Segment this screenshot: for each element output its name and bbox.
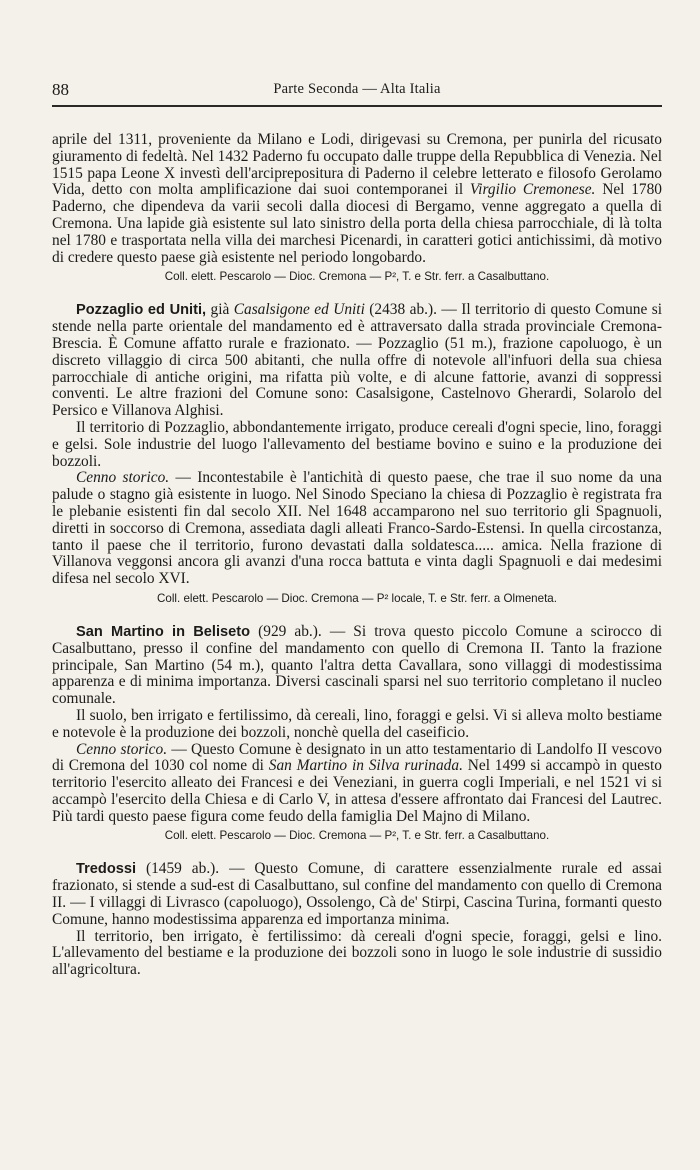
intro-text: aprile del 1311, proveniente da Milano e Lodi, dirigevasi su Cremona, per punirla del ricusato giuramento di fedeltà. Nel 1432 Paderno fu occupato dalle truppe della Repubblica di Venezia. Nel 1515 papa Leone X investì dell'arciprepositura di Paderno il celebre letterato e filosofo Gerolamo Vida, detto con molta amplificazione dai suoi contemporanei il <box>52 131 662 199</box>
pozzaglio-cenno-storico: Cenno storico. <box>76 469 170 487</box>
pozzaglio-paragraph-1 <box>52 302 662 420</box>
sanmartino-paragraph-2: Il suolo, ben irrigato e fertilissimo, dà cereali, lino, foraggi e gelsi. Vi si alleva molto bestiame e notevole è la produzione dei bozzoli, nonchè quella del caseificio. <box>52 706 662 741</box>
pozzaglio-paragraph-3 <box>52 470 662 588</box>
running-title: Parte Seconda — Alta Italia <box>273 81 441 97</box>
pozzaglio-diocese-line: Coll. elett. Pescarolo — Dioc. Cremona — P² locale, T. e Str. ferr. a Olmeneta. <box>157 591 557 605</box>
sanmartino-name: San Martino in Beliseto <box>76 623 251 640</box>
sanmartino-paragraph-3 <box>52 742 662 826</box>
sanmartino-cenno-storico: Cenno storico. <box>76 740 168 758</box>
intro-italic: Virgilio Cremonese. <box>469 181 596 199</box>
tredossi-name: Tredossi <box>76 861 137 878</box>
tredossi-paragraph-1 <box>52 861 662 928</box>
pozzaglio-pre: già <box>206 301 234 319</box>
header-rule <box>52 105 662 107</box>
page-header <box>52 80 662 106</box>
sanmartino-text-3b: Nel 1499 si accampò in questo territorio l'esercito alleato dei Francesi e dei Veneziani, in guerra cogli Imperiali, e nel 1521 vi si accampò l'esercito della Chiesa e di Carlo V, in attesa d'essere affrontato dai Francesi del Lautrec. Più tardi questo paese figura come feudo della famiglia Del Majno di Milano. <box>52 757 663 825</box>
page-body <box>52 132 662 979</box>
tredossi-paragraph-2: Il territorio, ben irrigato, è fertilissimo: dà cereali d'ogni specie, foraggi, gelsi e lino. L'allevamento del bestiame e la produzione dei bozzoli sono in luogo le sole industrie di sussidio all'agricoltura. <box>52 927 662 979</box>
pozzaglio-paragraph-2: Il territorio di Pozzaglio, abbondantemente irrigato, produce cereali d'ogni specie, lino, foraggi e gelsi. Sole industrie del luogo l'allevamento del bestiame bovino e suino e la produzione dei bozzoli. <box>52 418 662 470</box>
intro-diocese-line: Coll. elett. Pescarolo — Dioc. Cremona — P², T. e Str. ferr. a Casalbuttano. <box>164 270 550 284</box>
pozzaglio-name: Pozzaglio ed Uniti, <box>76 302 207 319</box>
sanmartino-italic-place: San Martino in Silva rurinada. <box>268 757 463 775</box>
sanmartino-text-1: (929 ab.). — Si trova questo piccolo Comune a scirocco di Casalbuttano, presso il confine del mandamento con quello di Cremona II. Tanto la frazione principale, San Martino (54 m.), quanto l'altra detta Cavallara, sono villaggi di modestissima apparenza e di minima importanza. Diversi cascinali sparsi nel suo territorio completano il nucleo comunale. <box>52 622 662 708</box>
sanmartino-text-3a: — Questo Comune è designato in un atto testamentario di Landolfo II vescovo di Cremona del 1030 col nome di <box>52 740 662 775</box>
pozzaglio-text-1: (2438 ab.). — Il territorio di questo Comune si stende nella parte orientale del mandamento ed è attraversato dalla strada provinciale Cremona-Brescia. È Comune affatto rurale e frazionato. — Pozzaglio (51 m.), frazione capoluogo, è un discreto villaggio di circa 500 abitanti, che nulla offre di notevole all'infuori della sua chiesa parrocchiale di antiche origini, ma rifatta più volte, e di alcune fattorie, avanzi di soppressi conventi. Le altre frazioni del Comune sono: Casalsigone, Castelnovo Gherardi, Solarolo del Persico e Villanova Alghisi. <box>52 301 663 420</box>
pozzaglio-italic-name: Casalsigone ed Uniti <box>233 301 365 319</box>
sanmartino-diocese-line: Coll. elett. Pescarolo — Dioc. Cremona — P², T. e Str. ferr. a Casalbuttano. <box>164 829 550 843</box>
sanmartino-paragraph-1 <box>52 624 662 708</box>
page-number: 88 <box>52 80 69 99</box>
pozzaglio-text-3: — Incontestabile è l'antichità di questo paese, che trae il suo nome da una palude o stagno già esistente in luogo. Nel Sinodo Speciano la chiesa di Pozzaglio è registrata fra le plebanie esistenti fin dal secolo XII. Nel 1648 accamparono nel suo territorio gli Spagnuoli, diretti in soccorso di Cremona, assediata dagli alleati Franco-Sardo-Estensi. In quella circostanza, tanto il paese che il territorio, furono devastati dalla soldatesca..... amica. Nella frazione di Villanova veggonsi ancora gli avanzi d'una rocca battuta e vinta dagli Spagnuoli e dai medesimi difesa nel secolo XVI. <box>52 469 662 588</box>
intro-text-2: Nel 1780 Paderno, che dipendeva da varii secoli dalla diocesi di Bergamo, venne aggregato a quella di Cremona. Una lapide già esistente sul lato sinistro della porta della chiesa parrocchiale, di là tolta nel 1780 e trasportata nella villa dei marchesi Picenardi, in caratteri gotici antichissimi, dà motivo di credere questo paese già esistente nel periodo longobardo. <box>52 181 662 266</box>
tredossi-text-1: (1459 ab.). — Questo Comune, di carattere essenzialmente rurale ed assai frazionato, si stende a sud-est di Casalbuttano, sul confine del mandamento con quello di Cremona II. — I villaggi di Livrasco (capoluogo), Ossolengo, Cà de' Stirpi, Cascina Turina, formanti questo Comune, hanno modestissima apparenza ed importanza minima. <box>52 860 662 928</box>
intro-paragraph <box>52 132 662 266</box>
